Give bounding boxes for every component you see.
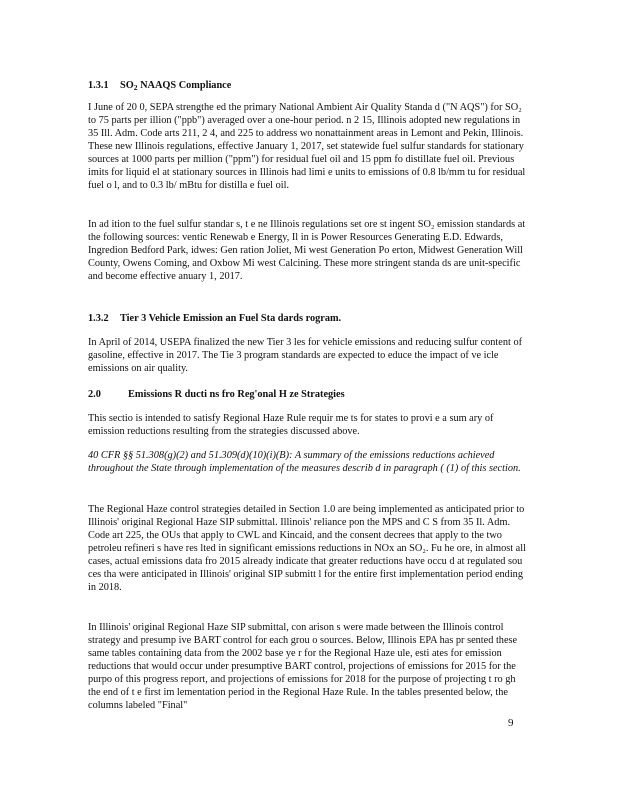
section-2-0-heading: [88, 388, 528, 401]
page-number: 9: [508, 717, 514, 729]
title-part: SO: [120, 80, 134, 91]
section-number: 2.0: [88, 389, 101, 400]
section-title: Tier 3 Vehicle Emission an Fuel Sta dards rogram.: [120, 313, 342, 324]
section-1-3-1-heading: [88, 79, 528, 94]
section-title: Emissions R ducti ns fro Reg'onal H ze Strategies: [128, 389, 345, 400]
section-number: 1.3.1: [88, 80, 109, 91]
title-part: NAAQS Compliance: [137, 80, 232, 91]
section-number: 1.3.2: [88, 313, 109, 324]
body-paragraph: In April of 2014, USEPA finalized the new Tier 3 les for vehicle emissions and reducing sulfur content of gasoline, effective in 2017. The Tie 3 program standards are expected to educe the impact of ve icle emissions on air quality.: [88, 337, 523, 374]
body-paragraph: In Illinois' original Regional Haze SIP submittal, con arison s were made between the Illinois control strategy and presump ive BART control for each grou o sources. Below, Illinois EPA has pr sented these same tables containing data from the 2002 base ye r for the Regional Haze ule, esti ates for emission reductions that would occur under presumptive BART control, projections of emissions for 2015 for the purpo of this progress report, and projections of emissions for 2018 for the purpose of projecting t ro gh the end of t e first im lementation period in the Regional Haze Rule. In the tables presented below, the columns labeled "Final": [88, 622, 518, 711]
body-paragraph: I June of 20 0, SEPA strengthe ed the primary National Ambient Air Quality Standa d ("N AQS") for SO₂ to 75 parts per illion ("ppb") averaged over a one-hour period. n 2 15, Illinois adopted new regulations in 35 Ill. Adm. Code arts 211, 2 4, and 225 to address wo nonattainment areas in Lemont and Pekin, Illinois. These new Illinois regulations, effective January 1, 2017, set statewide fuel sulfur standards for stationary sources at 1000 parts per million ("ppm") for residual fuel oil and 15 ppm fo distillate fuel oil. Previous imits for liquid el at stationary sources in Illinois had limi e units to emissions of 0.8 lb/mm tu for residual fuel o l, and to 0.3 lb/ mBtu for distilla e fuel oil.: [88, 102, 526, 191]
regulatory-citation: 40 CFR §§ 51.308(g)(2) and 51.309(d)(10)(i)(B): A summary of the emissions reductions achieved throughout the State through implementation of the measures describ d in paragraph ( (1) of this section.: [88, 450, 521, 474]
section-title: [120, 79, 231, 94]
section-1-3-2-heading: [88, 312, 528, 325]
title-subscript: 2: [133, 83, 138, 92]
body-paragraph: The Regional Haze control strategies detailed in Section 1.0 are being implemented as anticipated prior to Illinois' original Regional Haze SIP submittal. Illinois' reliance pon the MPS and C S from 35 Il. Adm. Code art 225, the OUs that apply to CWL and Kincaid, and the consent decrees that apply to the two petroleu refineri s have res lted in significant emissions reductions in NOx an SO₂. Fu he ore, in almost all cases, actual emissions data fro 2015 already indicate that greater reductions have occu d at regulated sou ces tha were anticipated in Illinois' original SIP submitt l for the entire first implementation period ending in 2018.: [88, 504, 526, 593]
body-paragraph: In ad ition to the fuel sulfur standar s, t e ne Illinois regulations set ore st ingent SO₂ emission standards at the following sources: ventic Renewab e Energy, Il in is Power Resources Generating E.D. Edwards, Ingredion Bedford Park, idwes: Gen ration Joliet, Mi west Generation Po erton, Midwest Generation Will County, Owens Coming, and Oxbow Mi west Calcining. These more stringent standa ds are unit-specific and become effective anuary 1, 2017.: [88, 219, 526, 282]
body-paragraph: This sectio is intended to satisfy Regional Haze Rule requir me ts for states to provi e a sum ary of emission reductions resulting from the strategies discussed above.: [88, 413, 494, 437]
